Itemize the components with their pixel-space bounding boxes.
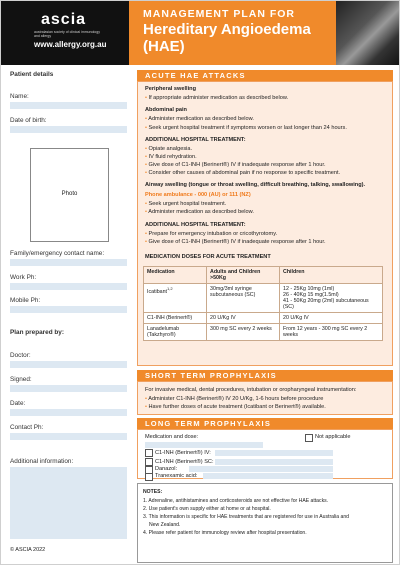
abdominal-step-2: • Seek urgent hospital treatment if symptoms worsen or last longer than 24 hours. — [145, 125, 347, 131]
header — [1, 1, 400, 65]
table-cell: 20 U/Kg IV — [280, 313, 383, 324]
tranexamic-field[interactable] — [203, 473, 333, 479]
table-row — [144, 284, 383, 313]
table-row — [144, 313, 383, 324]
berinert-sc-field[interactable] — [215, 459, 333, 465]
ambulance-notice: Phone ambulance - 000 (AU) or 111 (NZ) — [145, 192, 251, 198]
note-3-continued: New Zealand. — [149, 522, 181, 528]
short-term-intro: For invasive medical, dental procedures, intubation or oropharyngeal instrumentation: — [145, 387, 357, 393]
table-cell: Lanadelumab (Takzhyro®) — [144, 324, 207, 341]
date-field[interactable] — [10, 409, 127, 416]
peripheral-heading: Peripheral swelling — [145, 86, 196, 92]
not-applicable-checkbox[interactable] — [305, 434, 313, 442]
title-banner — [129, 1, 336, 65]
notes-heading: NOTES: — [143, 489, 163, 495]
hospital-step-3: • Give dose of C1-INH (Berinert®) IV if inadequate response after 1 hour. — [145, 162, 326, 168]
note-2: 2. Use patient's own supply either at home or at hospital. — [143, 506, 271, 512]
airway-step-2: • Administer medication as described below. — [145, 209, 254, 215]
work-phone-field[interactable] — [10, 283, 127, 290]
additional-treatment-heading-1: ADDITIONAL HOSPITAL TREATMENT: — [145, 137, 246, 143]
photo-label: Photo — [61, 191, 78, 197]
airway-step-1: • Seek urgent hospital treatment. — [145, 201, 226, 207]
table-cell: 30mg/3ml syringe subcutaneous (SC) — [207, 284, 280, 313]
mobile-phone-label: Mobile Ph: — [10, 297, 41, 304]
berinert-iv-checkbox[interactable] — [145, 449, 153, 457]
table-cell: 12 - 25Kg 10mg (1ml) 26 - 40Kg 15 mg(1.5ml) 41 - 50Kg 20mg (2ml) subcutaneous (SC) — [280, 284, 383, 313]
medication-doses-table — [143, 266, 383, 341]
table-header: Children — [280, 267, 383, 284]
abdominal-step-1: • Administer medication as described below. — [145, 116, 254, 122]
patient-details-heading: Patient details — [10, 71, 54, 78]
table-row — [144, 324, 383, 341]
table-header-row — [144, 267, 383, 284]
brand-name: ascia — [41, 11, 87, 28]
additional-info-label: Additional information: — [10, 458, 74, 465]
tranexamic-checkbox[interactable] — [145, 473, 153, 481]
family-contact-label: Family/emergency contact name: — [10, 250, 105, 257]
contact-phone-label: Contact Ph: — [10, 424, 44, 431]
short-term-step-2: • Have further doses of acute treatment (Icatibant or Berinert®) available. — [145, 404, 326, 410]
doses-heading: MEDICATION DOSES FOR ACUTE TREATMENT — [145, 254, 271, 260]
airway-hospital-step-2: • Give dose of C1-INH (Berinert®) IV if inadequate response after 1 hour. — [145, 239, 326, 245]
table-cell: C1-INH (Berinert®) — [144, 313, 207, 324]
name-field[interactable] — [10, 102, 127, 109]
medication-dose-label: Medication and dose: — [145, 434, 199, 440]
berinert-iv-label: C1-INH (Berinert®) IV: — [155, 450, 211, 456]
main-content — [133, 65, 393, 565]
additional-info-field[interactable] — [10, 467, 127, 539]
table-header: Adults and Children >50Kg — [207, 267, 280, 284]
note-4: 4. Please refer patient for immunology review after hospital presentation. — [143, 530, 307, 536]
table-cell: Icatibant$^{1,2}$ — [144, 284, 207, 313]
note-1: 1. Adrenaline, antihistamines and corticosteroids are not effective for HAE attacks. — [143, 498, 329, 504]
brand-tagline: australasian society of clinical immunology and allergy — [34, 30, 100, 38]
table-cell: 300 mg SC every 2 weeks — [207, 324, 280, 341]
website-link[interactable]: www.allergy.org.au — [34, 40, 107, 49]
copyright: © ASCIA 2022 — [10, 547, 46, 553]
family-contact-field[interactable] — [10, 259, 127, 266]
short-term-heading: SHORT TERM PROPHYLAXIS — [137, 370, 393, 381]
work-phone-label: Work Ph: — [10, 274, 37, 281]
table-header: Medication — [144, 267, 207, 284]
date-label: Date: — [10, 400, 26, 407]
hospital-step-1: • Opiate analgesia. — [145, 146, 192, 152]
ascia-logo — [1, 1, 129, 65]
notes-box — [137, 483, 393, 563]
abdominal-heading: Abdominal pain — [145, 107, 187, 113]
table-cell: 20 U/Kg IV — [207, 313, 280, 324]
doctor-field[interactable] — [10, 361, 127, 368]
berinert-sc-checkbox[interactable] — [145, 458, 153, 466]
photo-box[interactable] — [30, 148, 109, 242]
table-cell: From 12 years - 300 mg SC every 2 weeks — [280, 324, 383, 341]
not-applicable-label: Not applicable — [315, 434, 351, 440]
contact-phone-field[interactable] — [10, 433, 127, 440]
tranexamic-label: Tranexamic acid: — [155, 473, 198, 479]
patient-sidebar — [1, 65, 133, 565]
airway-heading: Airway swelling (tongue or throat swelling, difficult breathing, talking, swallowing). — [145, 182, 366, 188]
short-term-step-1: • Administer C1-INH (Berinert®) IV 20 U/Kg, 1-6 hours before procedure — [145, 396, 323, 402]
danazol-field[interactable] — [189, 466, 333, 472]
note-3: 3. This information is specific for HAE treatments that are registered for use in Australia and — [143, 514, 350, 520]
header-image — [336, 1, 400, 65]
long-term-heading: LONG TERM PROPHYLAXIS — [137, 418, 393, 429]
medication-dose-field[interactable] — [145, 442, 263, 448]
dob-field[interactable] — [10, 126, 127, 133]
signed-label: Signed: — [10, 376, 32, 383]
danazol-label: Danazol: — [155, 466, 178, 472]
title-line-2: Hereditary Angioedema (HAE) — [143, 21, 311, 55]
signed-field[interactable] — [10, 385, 127, 392]
additional-treatment-heading-2: ADDITIONAL HOSPITAL TREATMENT: — [145, 222, 246, 228]
plan-prepared-heading: Plan prepared by: — [10, 329, 64, 336]
mobile-phone-field[interactable] — [10, 306, 127, 313]
dob-label: Date of birth: — [10, 117, 47, 124]
acute-attacks-heading: ACUTE HAE ATTACKS — [137, 70, 393, 81]
berinert-iv-field[interactable] — [215, 450, 333, 456]
title-line-1: MANAGEMENT PLAN FOR — [143, 8, 295, 20]
peripheral-step: • If appropriate administer medication as described below. — [145, 95, 288, 101]
hospital-step-2: • IV fluid rehydration. — [145, 154, 197, 160]
berinert-sc-label: C1-INH (Berinert®) SC: — [155, 459, 214, 465]
name-label: Name: — [10, 93, 29, 100]
airway-hospital-step-1: • Prepare for emergency intubation or cricothyrotomy. — [145, 231, 277, 237]
hospital-step-4: • Consider other causes of abdominal pain if no response to specific treatment. — [145, 170, 340, 176]
doctor-label: Doctor: — [10, 352, 31, 359]
